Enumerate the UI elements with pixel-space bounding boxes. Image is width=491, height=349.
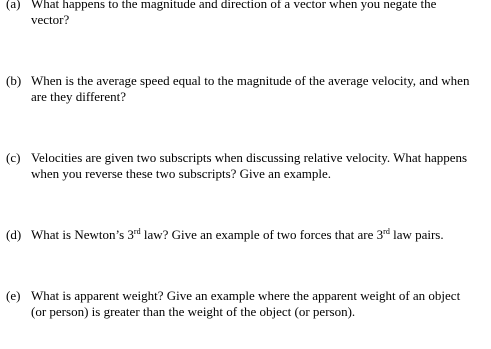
question-a [6, 0, 490, 27]
question-text [31, 227, 490, 243]
question-b [6, 73, 490, 104]
question-text-part: What is Newton’s 3 [31, 227, 134, 242]
question-c [6, 150, 490, 181]
superscript-rd: rd [133, 227, 141, 236]
question-text [31, 0, 490, 27]
question-label: (a) [6, 0, 21, 11]
question-line: When is the average speed equal to the magnitude of the average velocity, and when [31, 73, 470, 88]
question-label: (b) [6, 73, 22, 88]
question-label: (d) [6, 227, 22, 242]
question-line: are they different? [31, 88, 127, 104]
question-text [31, 73, 490, 104]
superscript-rd: rd [383, 227, 390, 236]
question-line: vector? [31, 11, 70, 27]
question-e [6, 288, 490, 319]
question-line: when you reverse these two subscripts? Give an example. [31, 165, 331, 181]
question-text [31, 288, 490, 319]
question-text [31, 150, 490, 181]
question-d [6, 227, 490, 243]
question-line [31, 227, 490, 243]
question-line: Velocities are given two subscripts when discussing relative velocity. What happens [31, 150, 468, 165]
question-label: (e) [6, 288, 21, 303]
question-line: What happens to the magnitude and direction of a vector when you negate the [31, 0, 437, 11]
question-text-part: law? Give an example of two forces that are 3 [140, 227, 384, 242]
question-label: (c) [6, 150, 21, 165]
question-text-part: law pairs. [389, 227, 444, 242]
question-line: What is apparent weight? Give an example where the apparent weight of an object [31, 288, 461, 303]
question-line: (or person) is greater than the weight of the object (or person). [31, 303, 356, 319]
